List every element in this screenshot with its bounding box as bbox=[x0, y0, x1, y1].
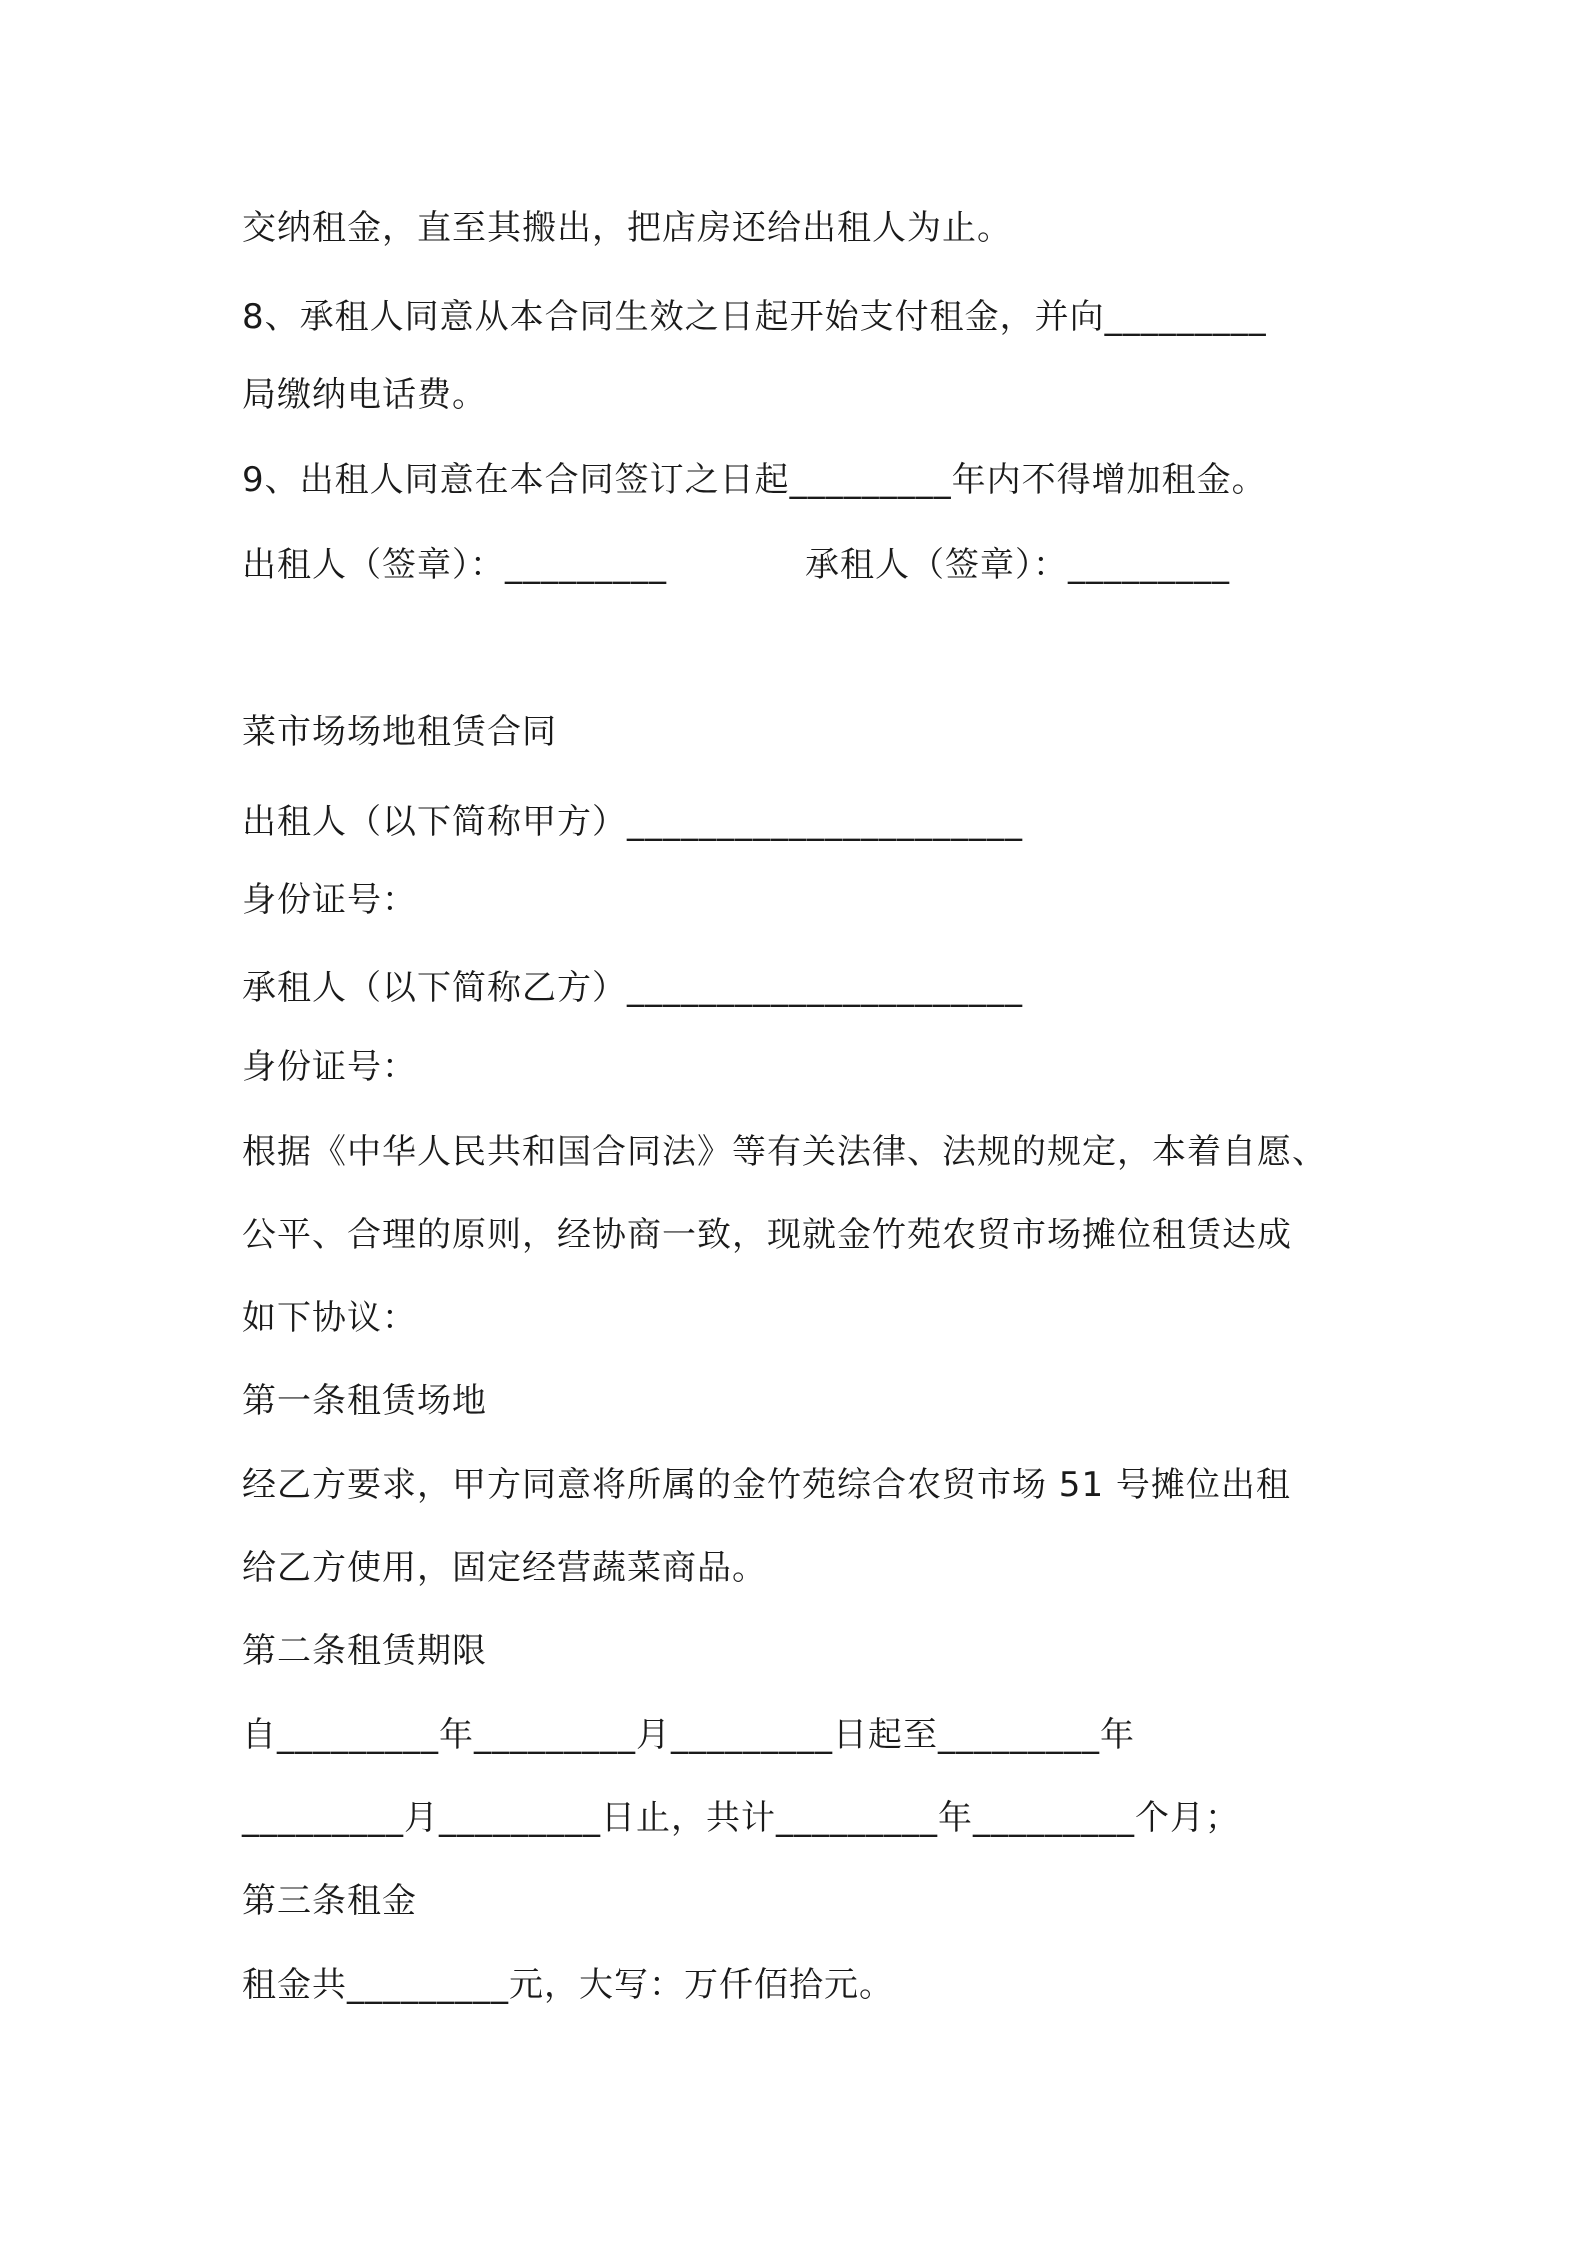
article-3-body-1: 租金共_________元，大写：万仟佰拾元。 bbox=[242, 1965, 894, 2005]
party-a-line: 出租人（以下简称甲方）______________________ bbox=[242, 802, 1023, 842]
lessee-signature: 承租人（签章）：_________ bbox=[805, 545, 1230, 585]
article-2-body-1: 自_________年_________月_________日起至_________年 bbox=[242, 1715, 1135, 1755]
party-a-id: 身份证号： bbox=[242, 880, 417, 920]
article-1-heading: 第一条租赁场地 bbox=[242, 1381, 487, 1421]
preamble-line-1: 根据《中华人民共和国合同法》等有关法律、法规的规定，本着自愿、 bbox=[242, 1132, 1327, 1172]
article-1-body-2: 给乙方使用，固定经营蔬菜商品。 bbox=[242, 1548, 767, 1588]
article-2-heading: 第二条租赁期限 bbox=[242, 1631, 487, 1671]
article-2-body-2: _________月_________日止，共计_________年_________个月； bbox=[242, 1798, 1240, 1838]
preamble-line-2: 公平、合理的原则，经协商一致，现就金竹苑农贸市场摊位租赁达成 bbox=[242, 1215, 1292, 1255]
lessor-signature: 出租人（签章）：_________ bbox=[242, 545, 667, 585]
clause-8-line-2: 局缴纳电话费。 bbox=[242, 375, 487, 415]
party-b-id: 身份证号： bbox=[242, 1047, 417, 1087]
preamble-line-3: 如下协议： bbox=[242, 1298, 417, 1338]
article-1-body-1: 经乙方要求，甲方同意将所属的金竹苑综合农贸市场 51 号摊位出租 bbox=[242, 1465, 1291, 1505]
article-3-heading: 第三条租金 bbox=[242, 1881, 417, 1921]
continuation-line: 交纳租金，直至其搬出，把店房还给出租人为止。 bbox=[242, 208, 1012, 248]
contract-title: 菜市场场地租赁合同 bbox=[242, 712, 557, 752]
clause-9-line: 9、出租人同意在本合同签订之日起_________年内不得增加租金。 bbox=[242, 460, 1267, 500]
party-b-line: 承租人（以下简称乙方）______________________ bbox=[242, 968, 1023, 1008]
clause-8-line-1: 8、承租人同意从本合同生效之日起开始支付租金，并向_________ bbox=[242, 297, 1267, 337]
